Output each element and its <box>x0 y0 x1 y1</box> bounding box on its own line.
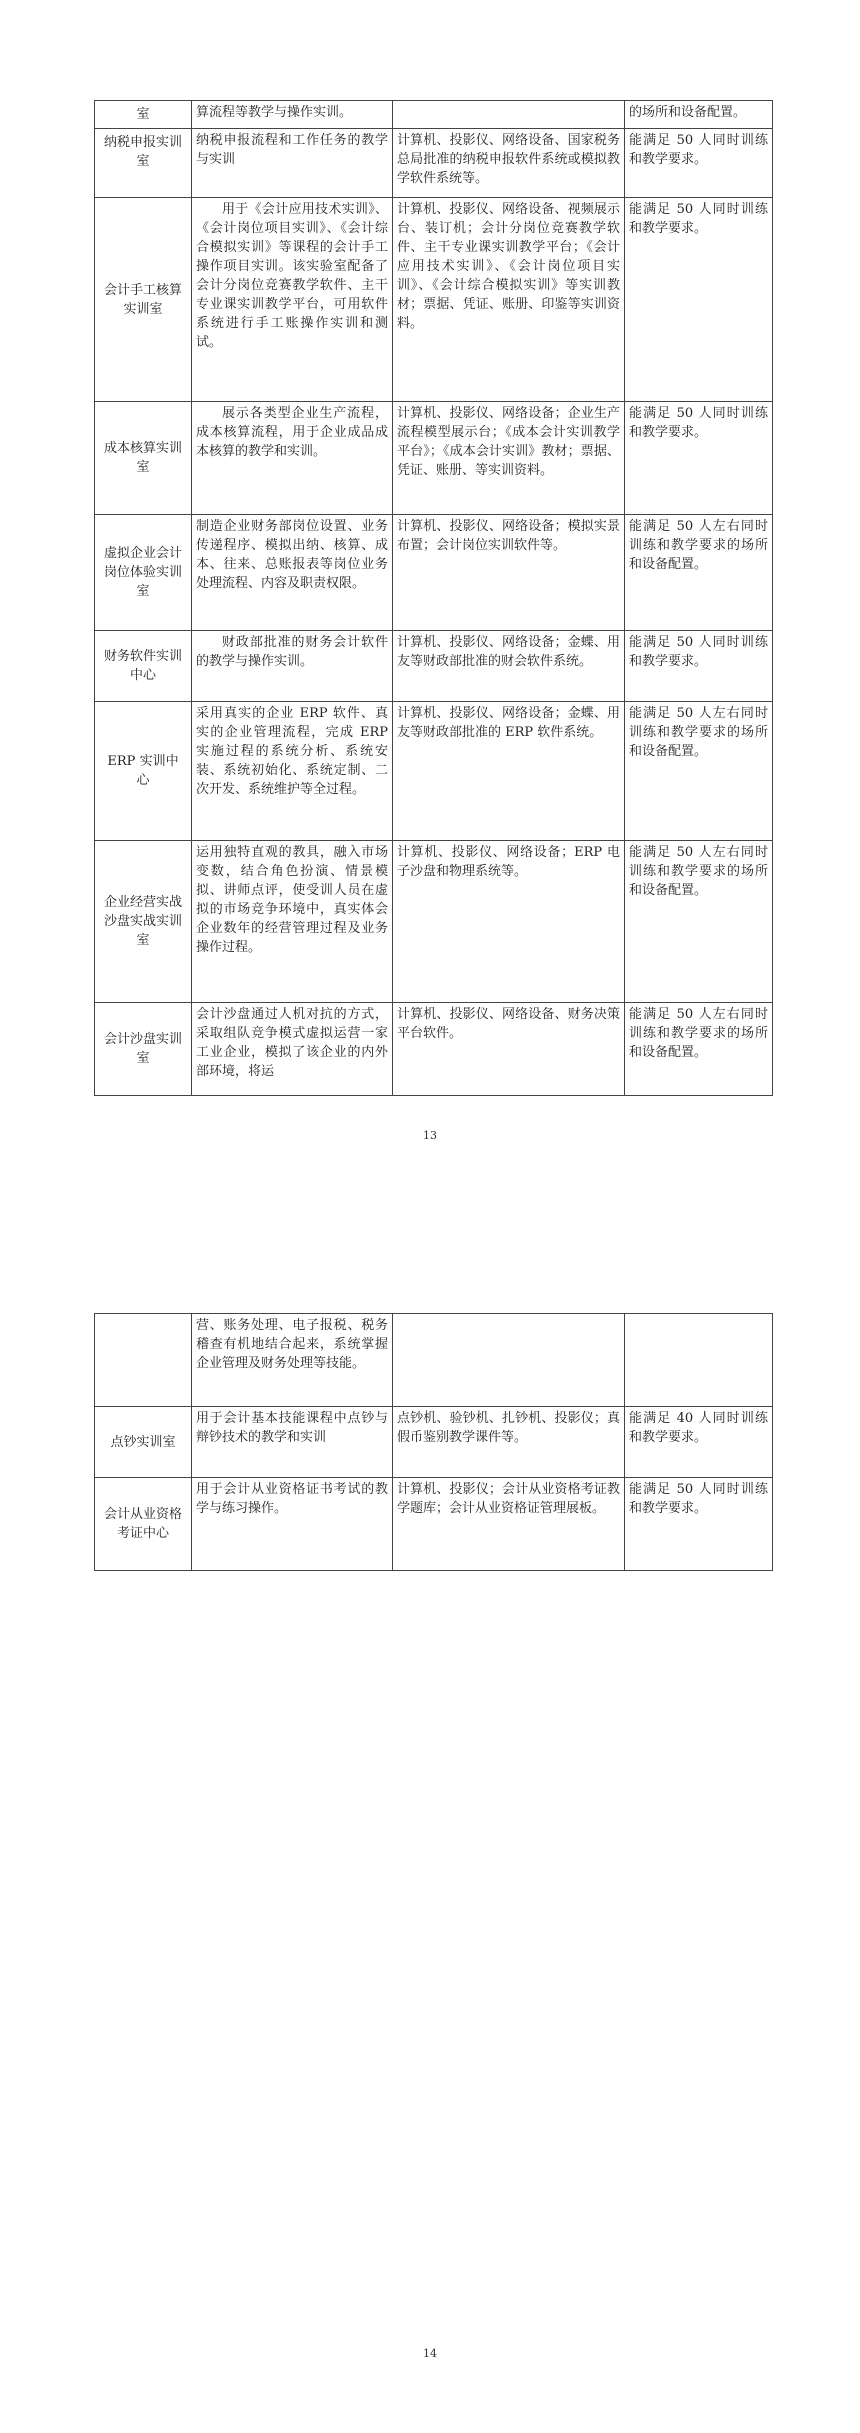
purpose-cell: 会计沙盘通过人机对抗的方式，采取组队竞争模式虚拟运营一家工业企业，模拟了该企业的内外部环境，将运 <box>192 1003 393 1096</box>
table-row <box>95 402 773 515</box>
purpose-cell: 制造企业财务部岗位设置、业务传递程序、模拟出纳、核算、成本、往来、总账报表等岗位业务处理流程、内容及职责权限。 <box>192 515 393 631</box>
capacity-cell: 能满足 50 人同时训练和教学要求。 <box>625 631 773 702</box>
equipment-cell: 计算机、投影仪、网络设备；企业生产流程模型展示台；《成本会计实训教学平台》；《成本会计实训》教材；票据、凭证、账册、等实训资料。 <box>393 402 625 515</box>
purpose-cell: 财政部批准的财务会计软件的教学与操作实训。 <box>192 631 393 702</box>
equipment-cell: 计算机、投影仪；会计从业资格考证教学题库；会计从业资格证管理展板。 <box>393 1478 625 1571</box>
purpose-cell: 用于《会计应用技术实训》、《会计岗位项目实训》、《会计综合模拟实训》等课程的会计手工操作项目实训。该实验室配备了会计分岗位竞赛教学软件、主干专业课实训教学平台，可用软件系统进行手工账操作实训和测试。 <box>192 198 393 402</box>
room-name-cell: 财务软件实训中心 <box>95 631 192 702</box>
page-number: 13 <box>423 1129 437 1142</box>
room-name-cell <box>95 1314 192 1407</box>
room-name-cell: 会计沙盘实训室 <box>95 1003 192 1096</box>
purpose-cell: 展示各类型企业生产流程，成本核算流程，用于企业成品成本核算的教学和实训。 <box>192 402 393 515</box>
table-row <box>95 129 773 198</box>
room-name-cell: 企业经营实战沙盘实战实训室 <box>95 841 192 1003</box>
table-row <box>95 1314 773 1407</box>
purpose-cell: 算流程等教学与操作实训。 <box>192 101 393 129</box>
capacity-cell: 的场所和设备配置。 <box>625 101 773 129</box>
purpose-cell: 运用独特直观的教具，融入市场变数，结合角色扮演、情景模拟、讲师点评，使受训人员在虚拟的市场竞争环境中，真实体会企业数年的经营管理过程及业务操作过程。 <box>192 841 393 1003</box>
table-row <box>95 198 773 402</box>
capacity-cell: 能满足 50 人同时训练和教学要求。 <box>625 198 773 402</box>
table-row <box>95 1478 773 1571</box>
purpose-cell: 纳税申报流程和工作任务的教学与实训 <box>192 129 393 198</box>
table-row <box>95 702 773 841</box>
capacity-cell: 能满足 50 人左右同时训练和教学要求的场所和设备配置。 <box>625 1003 773 1096</box>
equipment-cell: 计算机、投影仪、网络设备；金蝶、用友等财政部批准的 ERP 软件系统。 <box>393 702 625 841</box>
table-row <box>95 515 773 631</box>
room-name-cell: 虚拟企业会计岗位体验实训室 <box>95 515 192 631</box>
capacity-cell: 能满足 50 人左右同时训练和教学要求的场所和设备配置。 <box>625 841 773 1003</box>
equipment-cell: 计算机、投影仪、网络设备、国家税务总局批准的纳税申报软件系统或模拟教学软件系统等。 <box>393 129 625 198</box>
capacity-cell: 能满足 50 人左右同时训练和教学要求的场所和设备配置。 <box>625 515 773 631</box>
room-name-cell: 会计手工核算实训室 <box>95 198 192 402</box>
page-14 <box>0 1217 860 2433</box>
room-name-cell: ERP 实训中心 <box>95 702 192 841</box>
purpose-cell: 用于会计从业资格证书考试的教学与练习操作。 <box>192 1478 393 1571</box>
equipment-cell <box>393 101 625 129</box>
training-room-table-continued <box>94 1313 773 1571</box>
equipment-cell: 计算机、投影仪、网络设备、视频展示台、装订机；会计分岗位竞赛教学软件、主干专业课实训教学平台；《会计应用技术实训》、《会计岗位项目实训》、《会计综合模拟实训》等实训教材；票据、凭证、账册、印鉴等实训资料。 <box>393 198 625 402</box>
room-name-cell: 成本核算实训室 <box>95 402 192 515</box>
equipment-cell: 计算机、投影仪、网络设备；金蝶、用友等财政部批准的财会软件系统。 <box>393 631 625 702</box>
capacity-cell: 能满足 50 人同时训练和教学要求。 <box>625 1478 773 1571</box>
table-row <box>95 1407 773 1478</box>
training-room-table <box>94 100 773 1096</box>
table-row <box>95 1003 773 1096</box>
equipment-cell: 计算机、投影仪、网络设备；模拟实景布置；会计岗位实训软件等。 <box>393 515 625 631</box>
purpose-cell: 采用真实的企业 ERP 软件、真实的企业管理流程，完成 ERP 实施过程的系统分析、系统安装、系统初始化、系统定制、二次开发、系统维护等全过程。 <box>192 702 393 841</box>
capacity-cell <box>625 1314 773 1407</box>
purpose-cell: 营、账务处理、电子报税、税务稽查有机地结合起来，系统掌握企业管理及财务处理等技能。 <box>192 1314 393 1407</box>
capacity-cell: 能满足 50 人同时训练和教学要求。 <box>625 129 773 198</box>
equipment-cell: 计算机、投影仪、网络设备、财务决策平台软件。 <box>393 1003 625 1096</box>
room-name-cell: 室 <box>95 101 192 129</box>
page-number: 14 <box>423 2347 437 2360</box>
purpose-cell: 用于会计基本技能课程中点钞与辩钞技术的教学和实训 <box>192 1407 393 1478</box>
room-name-cell: 纳税申报实训室 <box>95 129 192 198</box>
table-row <box>95 101 773 129</box>
equipment-cell: 计算机、投影仪、网络设备；ERP 电子沙盘和物理系统等。 <box>393 841 625 1003</box>
room-name-cell: 会计从业资格考证中心 <box>95 1478 192 1571</box>
capacity-cell: 能满足 40 人同时训练和教学要求。 <box>625 1407 773 1478</box>
equipment-cell <box>393 1314 625 1407</box>
page-13 <box>0 0 860 1216</box>
equipment-cell: 点钞机、验钞机、扎钞机、投影仪；真假币鉴别教学课件等。 <box>393 1407 625 1478</box>
capacity-cell: 能满足 50 人同时训练和教学要求。 <box>625 402 773 515</box>
capacity-cell: 能满足 50 人左右同时训练和教学要求的场所和设备配置。 <box>625 702 773 841</box>
table-row <box>95 841 773 1003</box>
room-name-cell: 点钞实训室 <box>95 1407 192 1478</box>
table-row <box>95 631 773 702</box>
